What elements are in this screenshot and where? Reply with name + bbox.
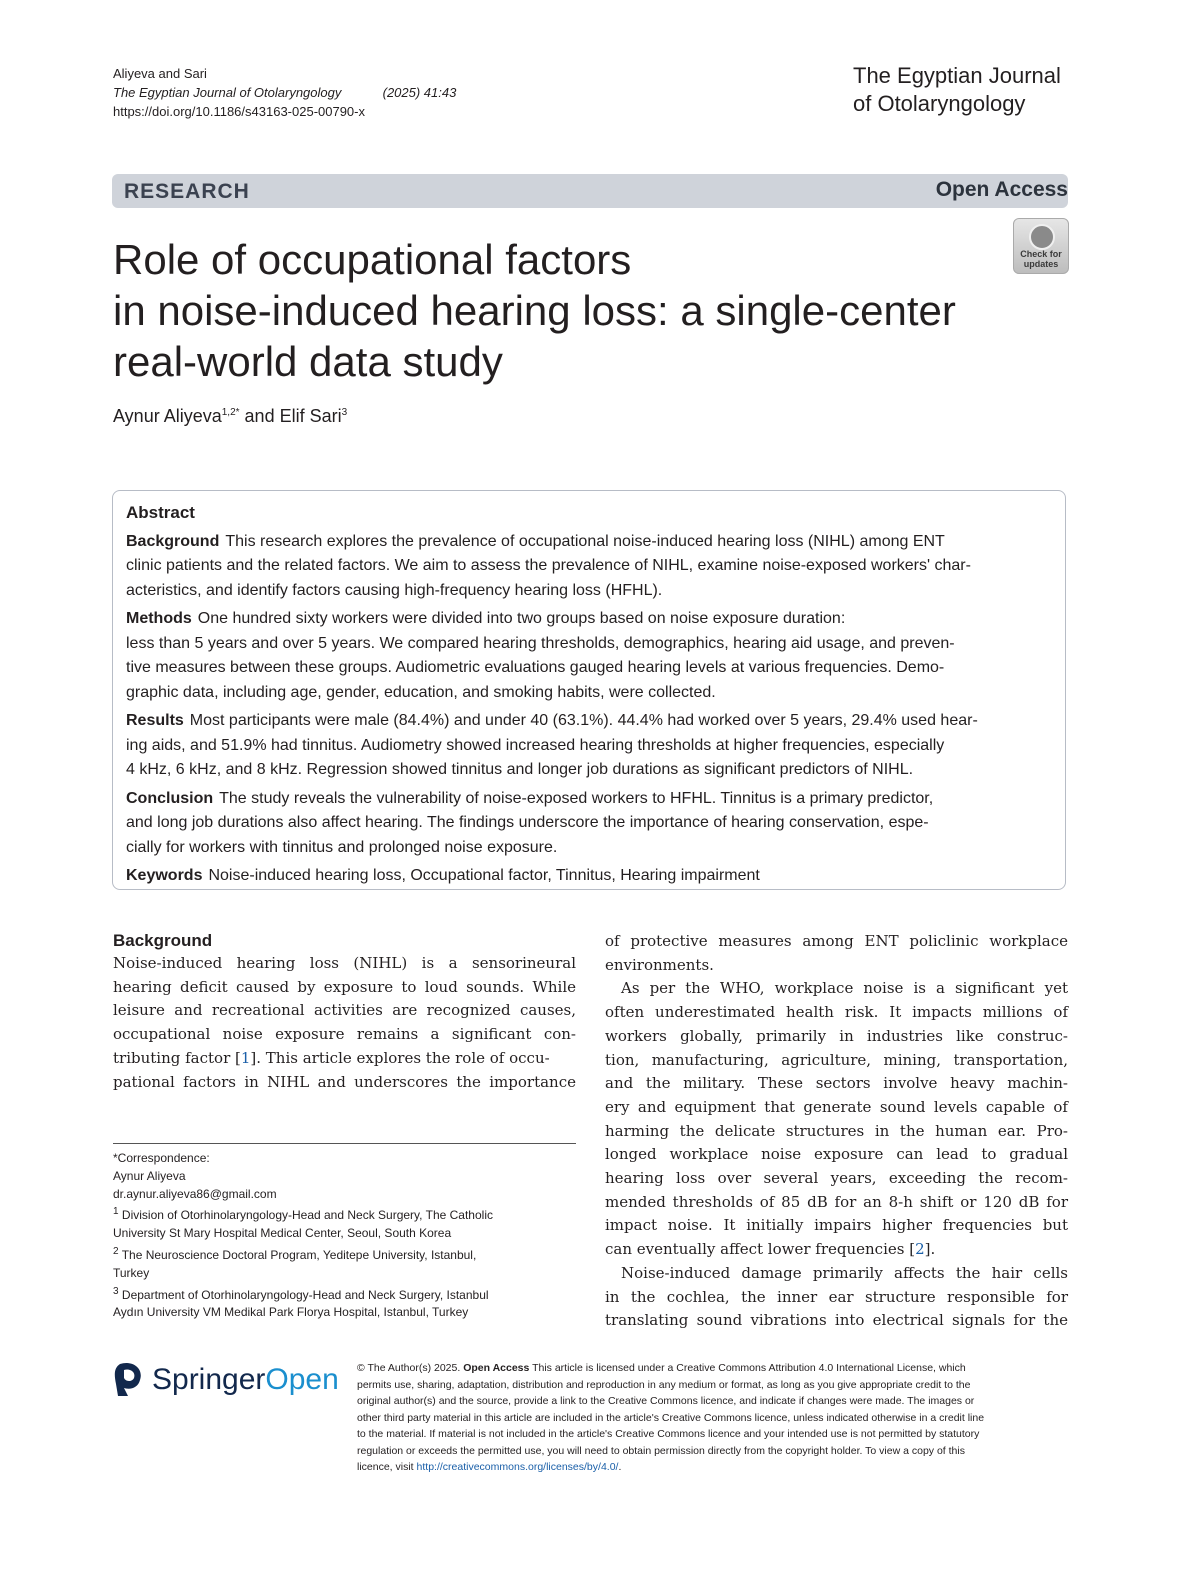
abstract-label: Keywords — [126, 867, 203, 884]
author-conjunction: and — [244, 406, 275, 426]
correspondence-email[interactable]: dr.aynur.aliyeva86@gmail.com — [113, 1186, 277, 1201]
author-name[interactable]: Elif Sari — [279, 406, 342, 426]
section-heading: Background — [113, 931, 213, 950]
title-line: real-world data study — [113, 338, 503, 385]
article-type-bar — [112, 174, 1068, 208]
open-access-label: Open Access — [935, 178, 1068, 201]
abstract-box — [112, 490, 1066, 890]
header-doi-link[interactable]: https://doi.org/10.1186/s43163-025-00790-x — [113, 104, 365, 119]
abstract-results: Results Most participants were male (84.4%) and under 40 (63.1%). 44.4% had worked over 5 years, 29.4% used hear- ing aids, and 51.9% had tinnitus. Audiometry showed increased hearing thresholds at higher frequencies, especially 4 kHz, 6 kHz, and 8 kHz. Regression showed tinnitus and longer job durations as significant predictors of NIHL. — [126, 712, 978, 778]
header-authors: Aliyeva and Sari — [113, 66, 207, 81]
header-journal: The Egyptian Journal of Otolaryngology — [113, 85, 342, 100]
footnote-divider — [113, 1143, 576, 1144]
correspondence-label: *Correspondence: — [113, 1151, 210, 1165]
abstract-label: Methods — [126, 610, 192, 627]
article-title — [113, 234, 1013, 387]
abstract-keywords: Keywords Noise-induced hearing loss, Occupational factor, Tinnitus, Hearing impairment — [126, 867, 760, 884]
abstract-methods: Methods One hundred sixty workers were divided into two groups based on noise exposure duration: less than 5 years and over 5 years. We compared hearing thresholds, demographics, hearing aid usage, and preven- tive measures between these groups. Audiometric evaluations gauged hearing levels at various frequencies. Demo- graphic data, including age, gender, education, and smoking habits, were collected. — [126, 610, 955, 701]
author-name[interactable]: Aynur Aliyeva — [113, 406, 222, 426]
abstract-background: Background This research explores the prevalence of occupational noise-induced hearing loss (NIHL) among ENT clinic patients and the related factors. We aim to assess the prevalence of NIHL, examine noise-exposed workers' char- acteristics, and identify factors causing high-frequency hearing loss (HFHL). — [126, 532, 971, 599]
license-link[interactable]: http://creativecommons.org/licenses/by/4.0/ — [416, 1461, 619, 1473]
abstract-label: Results — [126, 712, 184, 729]
check-for-updates-button[interactable] — [1013, 218, 1069, 274]
correspondence-name: Aynur Aliyeva — [113, 1168, 186, 1183]
open-wordmark: Open — [265, 1363, 339, 1396]
author-affiliation-sup: 3 — [341, 407, 348, 418]
journal-logo-line2: of Otolaryngology — [853, 91, 1026, 116]
footnotes: *Correspondence: Aynur Aliyeva dr.aynur.aliyeva86@gmail.com $^1$ Division of Otorhinolaryngology-Head and Neck Surgery, The Catholic University St Mary Hospital Medical Center, Seoul, South Korea $^2$ The Neuroscience Doctoral Program, Yeditepe University, Istanbul, Turkey $^3$ Department of Otorhinolaryngology-Head and Neck Surgery, Istanbul Aydın University VM Medikal Park Florya Hospital, Istanbul, Turkey — [113, 1150, 583, 1322]
body-left-column: Background Noise-induced hearing loss (NIHL) is a sensorineural hearing deficit caused by exposure to loud sounds. While leisure and recreational activities are recognized causes, occupational noise exposure remains a significant con- tributing factor [1]. This article explores the role of occu- pational factors in NIHL and underscores the importance — [113, 931, 576, 1091]
springer-wordmark: Springer — [152, 1363, 266, 1396]
article-header-info — [113, 64, 456, 121]
affiliation: Department of Otorhinolaryngology-Head and Neck Surgery, Istanbul — [121, 1287, 489, 1302]
abstract-label: Background — [126, 532, 220, 550]
journal-logo-line1: The Egyptian Journal — [853, 63, 1061, 88]
abstract-label: Conclusion — [126, 789, 214, 807]
check-updates-icon — [1029, 224, 1055, 250]
check-updates-line2: updates — [1023, 259, 1059, 269]
author-list — [113, 406, 347, 427]
affiliation: The Neuroscience Doctoral Program, Yeditepe University, Istanbul, — [121, 1247, 477, 1262]
header-volume: (2025) 41:43 — [382, 85, 457, 100]
title-line: Role of occupational factors — [113, 236, 632, 283]
author-affiliation-sup: 1,2* — [221, 407, 240, 418]
springer-horse-icon — [112, 1360, 146, 1400]
body-right-column: of protective measures among ENT policlinic workplace environments. As per the WHO, workplace noise is a significant yet often underestimated health risk. It impacts millions of workers globally, primarily in industries like construc- tion, manufacturing, agriculture, mining, transportation, and the military. These sectors involve heavy machin- ery and equipment that generate sound levels capable of harming the delicate structures in the human ear. Pro- longed workplace noise exposure can lead to gradual hearing loss over several years, exceeding the recom- mended thresholds of 85 dB for an 8-h shift or 120 dB for impact noise. It initially impairs higher frequencies but can eventually affect lower frequencies [2]. Noise-induced damage primarily affects the hair cells in the cochlea, the inner ear structure responsible for translating sound vibrations into electrical signals for the — [605, 932, 1068, 1330]
research-label: RESEARCH — [124, 180, 250, 203]
journal-logo — [853, 62, 1083, 118]
title-line: in noise-induced hearing loss: a single-center — [113, 287, 956, 334]
affiliation: Division of Otorhinolaryngology-Head and Neck Surgery, The Catholic — [121, 1208, 493, 1223]
abstract-conclusion: Conclusion The study reveals the vulnerability of noise-exposed workers to HFHL. Tinnitus is a primary predictor, and long job durations also affect hearing. The findings underscore the importance of hearing conservation, espe- cially for workers with tinnitus and prolonged noise exposure. — [126, 789, 934, 856]
citation-link[interactable]: 1 — [240, 1048, 251, 1067]
check-updates-line1: Check for — [1020, 249, 1062, 259]
abstract-heading: Abstract — [126, 503, 195, 522]
springer-open-logo[interactable] — [112, 1358, 342, 1408]
license-notice: © The Author(s) 2025. Open Access This article is licensed under a Creative Commons Attribution 4.0 International License, which permits use, sharing, adaptation, distribution and reproduction in any medium or format, as long as you give appropriate credit to the original author(s) and the source, provide a link to the Creative Commons licence, and indicate if changes were made. The images or other third party material in this article are included in the article's Creative Commons licence, unless indicated otherwise in a credit line to the material. If material is not included in the article's Creative Commons licence and your intended use is not permitted by statutory regulation or exceeds the permitted use, you will need to obtain permission directly from the copyright holder. To view a copy of this licence, visit http://creativecommons.org/licenses/by/4.0/. — [357, 1362, 985, 1473]
citation-link[interactable]: 2 — [915, 1240, 925, 1259]
